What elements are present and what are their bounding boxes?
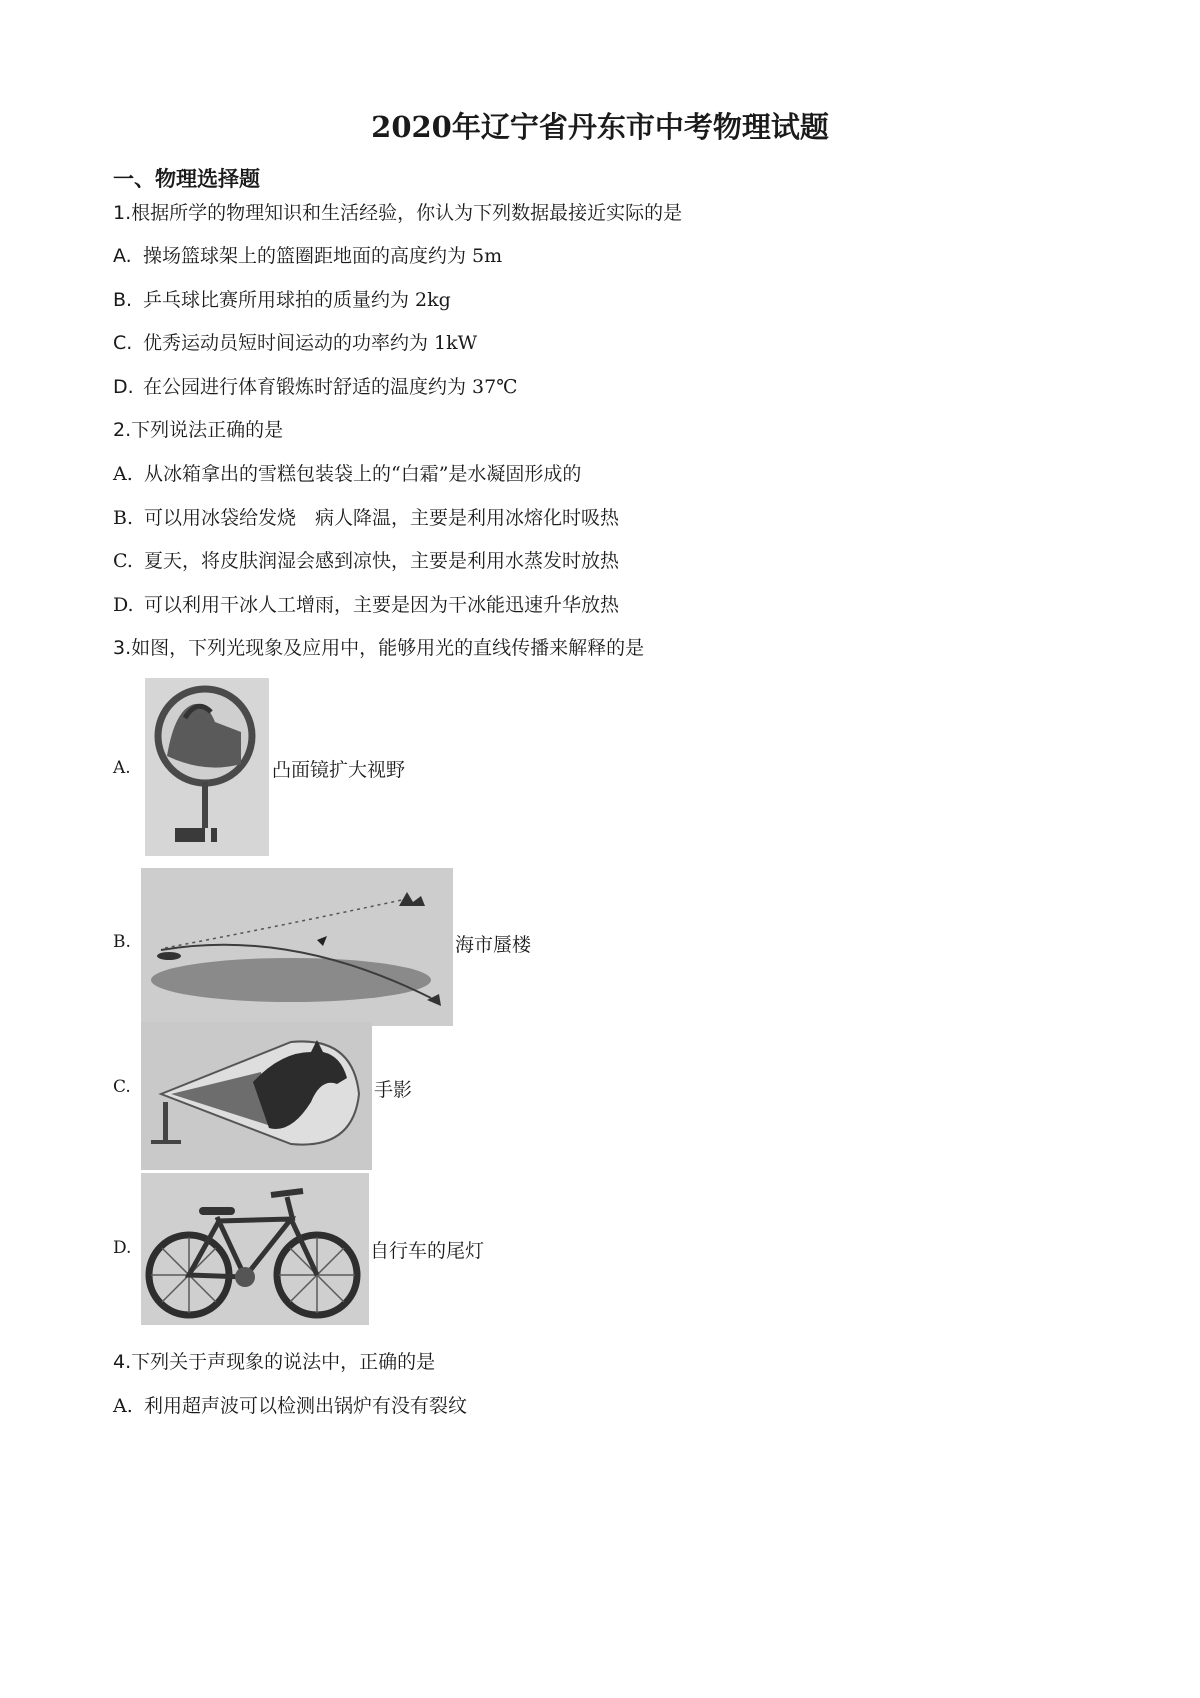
question-1-option-d[interactable] (113, 372, 517, 399)
section-heading: 一、物理选择题 (113, 167, 260, 191)
question-1-option-c[interactable] (113, 328, 477, 355)
option-letter: C. (113, 332, 133, 354)
question-3-option-d-letter[interactable]: D. (113, 1238, 132, 1258)
option-letter: D. (113, 376, 134, 398)
question-4-option-a[interactable] (113, 1391, 467, 1418)
option-letter: B. (113, 507, 134, 529)
option-text: 可以利用干冰人工增雨，主要是因为干冰能迅速升华放热 (144, 594, 620, 616)
hand-shadow-image (141, 1022, 372, 1170)
option-letter: A. (113, 1395, 133, 1417)
option-text: 可以用冰袋给发烧 病人降温，主要是利用冰熔化时吸热 (144, 507, 620, 529)
question-3-option-d-text: 自行车的尾灯 (370, 1240, 485, 1262)
question-4-stem: 4.下列关于声现象的说法中，正确的是 (113, 1351, 436, 1373)
option-text: 操场篮球架上的篮圈距地面的高度约为 5m (143, 245, 503, 267)
question-1-stem: 1.根据所学的物理知识和生活经验，你认为下列数据最接近实际的是 (113, 202, 683, 224)
option-text: 利用超声波可以检测出锅炉有没有裂纹 (144, 1395, 468, 1417)
question-1-option-b[interactable] (113, 285, 451, 312)
option-text: 优秀运动员短时间运动的功率约为 1kW (143, 332, 478, 354)
option-text: 在公园进行体育锻炼时舒适的温度约为 37℃ (143, 376, 518, 398)
convex-mirror-image (145, 678, 269, 856)
question-3-option-a-letter[interactable]: A. (113, 758, 131, 778)
question-2-stem: 2.下列说法正确的是 (113, 419, 284, 441)
question-1-option-a[interactable] (113, 241, 502, 268)
question-3-option-b-letter[interactable]: B. (113, 932, 131, 952)
option-letter: D. (113, 594, 134, 616)
question-2-option-b[interactable] (113, 503, 619, 530)
page-title: 2020年辽宁省丹东市中考物理试题 (371, 110, 829, 144)
option-letter: A. (113, 463, 133, 485)
question-3-option-c-letter[interactable]: C. (113, 1077, 131, 1097)
question-3-option-b-text: 海市蜃楼 (455, 934, 532, 956)
option-text: 从冰箱拿出的雪糕包装袋上的“白霜”是水凝固形成的 (144, 463, 582, 485)
option-letter: A. (113, 245, 132, 267)
option-letter: C. (113, 550, 133, 572)
option-text: 夏天，将皮肤润湿会感到凉快，主要是利用水蒸发时放热 (144, 550, 620, 572)
option-text: 乒乓球比赛所用球拍的质量约为 2kg (143, 289, 451, 311)
question-3-option-c-text: 手影 (374, 1079, 413, 1101)
question-3-option-a-text: 凸面镜扩大视野 (272, 759, 406, 781)
mirage-image (141, 868, 453, 1026)
option-letter: B. (113, 289, 133, 311)
bicycle-image (141, 1173, 369, 1325)
question-2-option-c[interactable] (113, 546, 619, 573)
question-3-stem: 3.如图，下列光现象及应用中，能够用光的直线传播来解释的是 (113, 637, 645, 659)
question-2-option-a[interactable] (113, 459, 581, 486)
question-2-option-d[interactable] (113, 590, 619, 617)
